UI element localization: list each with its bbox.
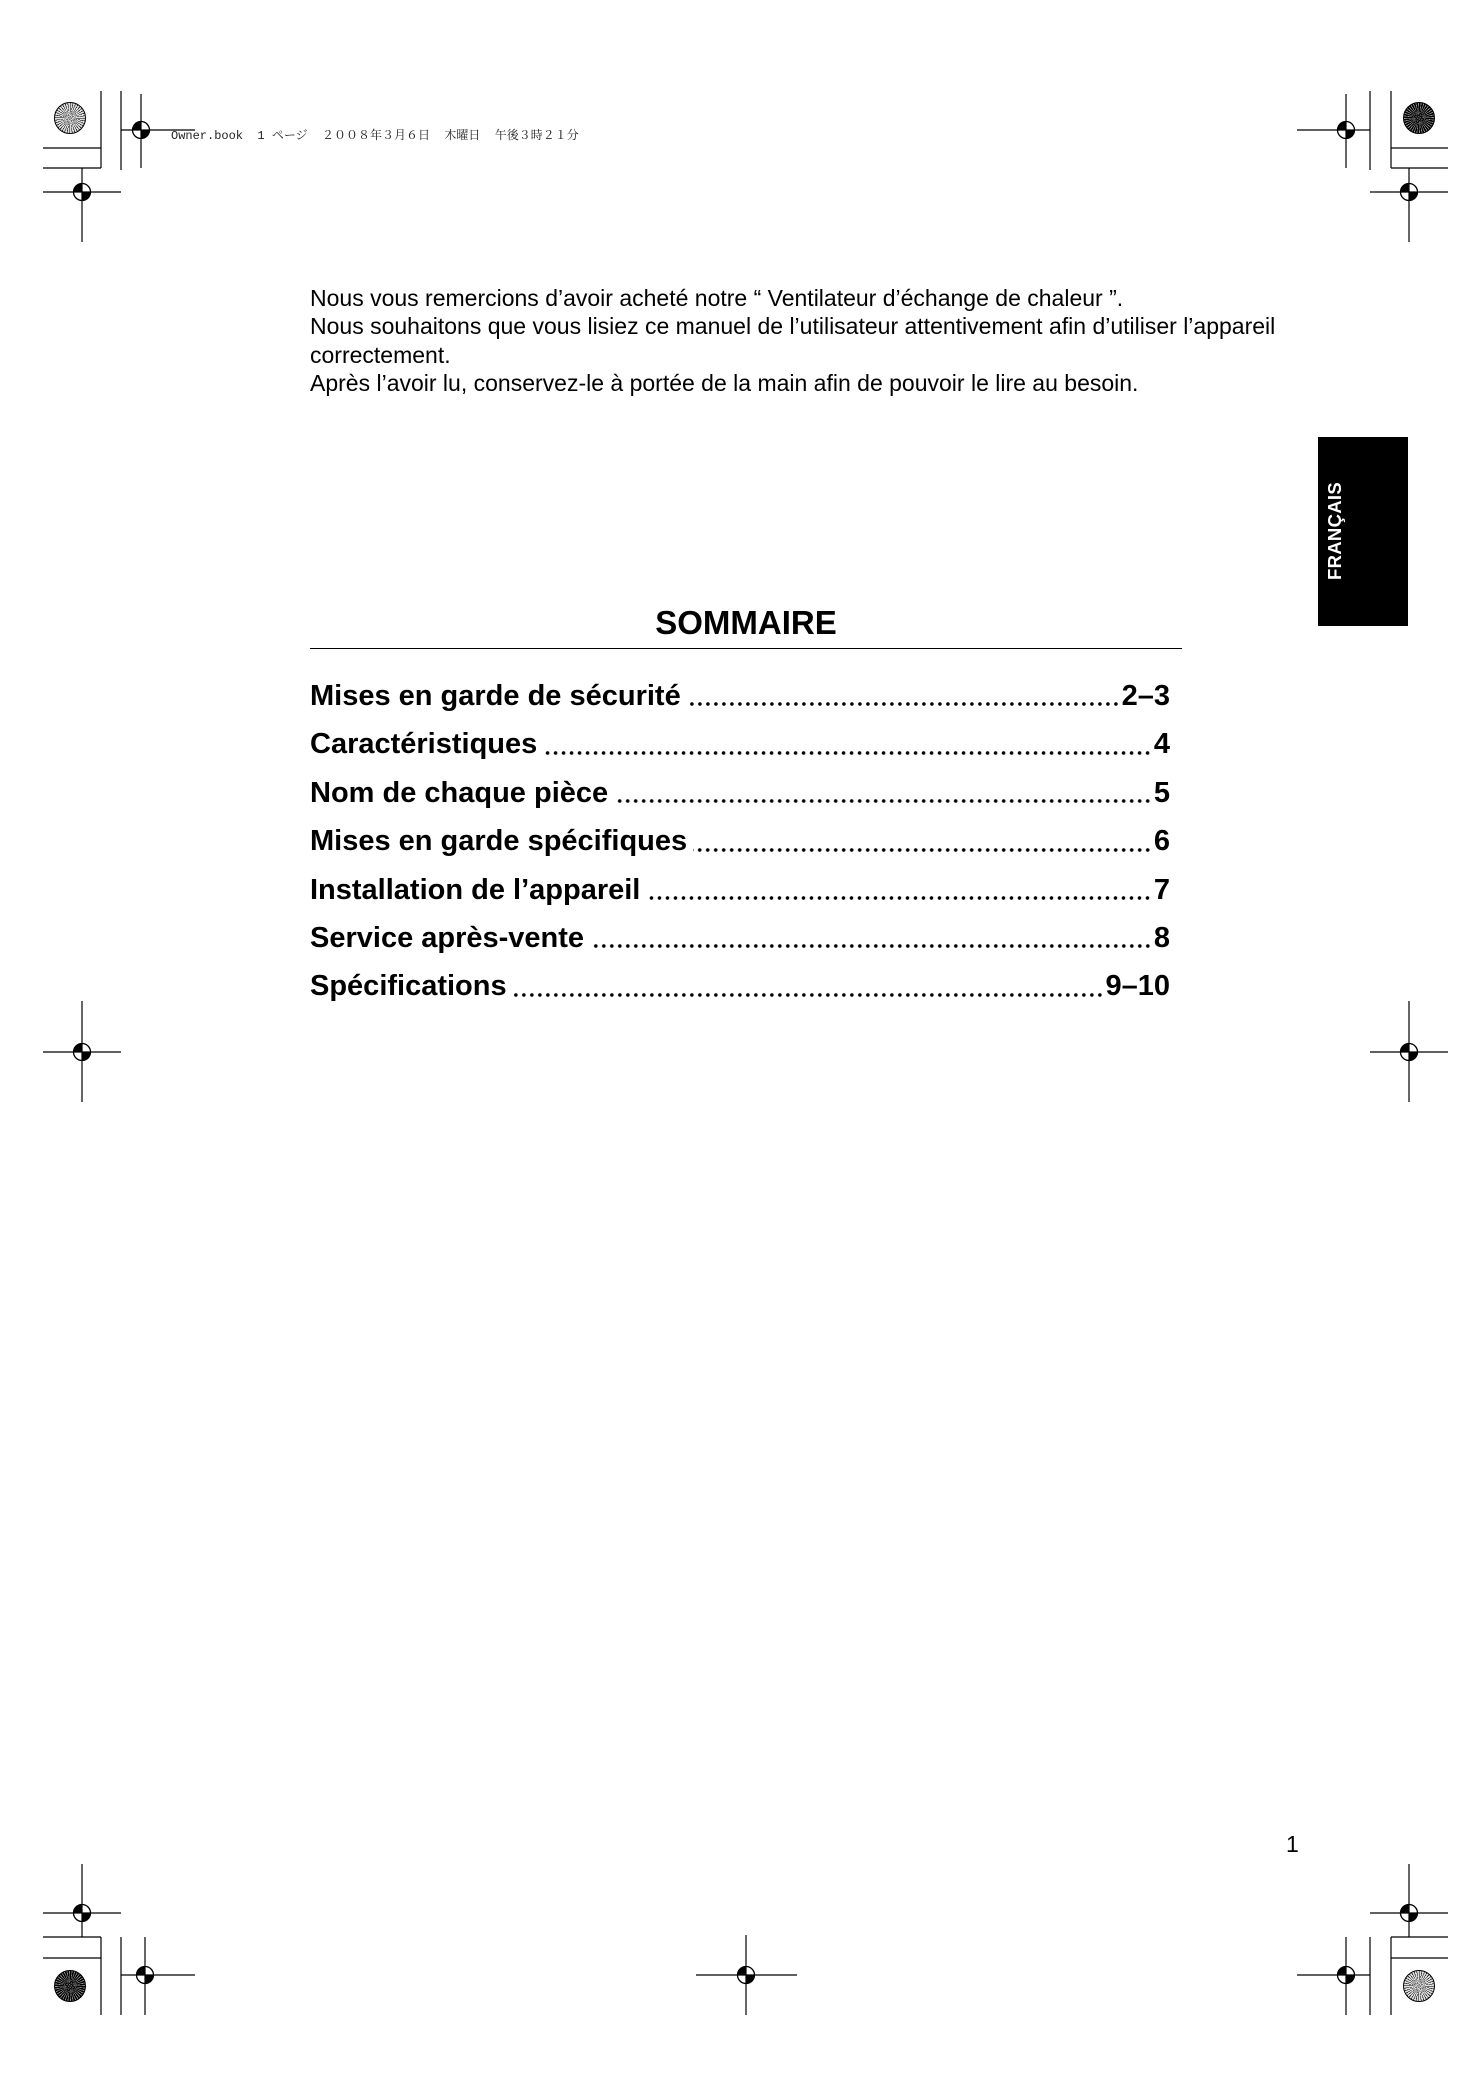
dot-leader bbox=[513, 962, 1104, 1010]
registration-dial bbox=[54, 102, 86, 134]
crop-marks-bottom-center bbox=[696, 1935, 797, 2015]
toc-entry bbox=[310, 720, 1170, 768]
table-of-contents bbox=[310, 672, 1170, 1011]
intro-paragraph: Nous vous remercions d’avoir acheté notre “ Ventilateur d’échange de chaleur ”. bbox=[310, 285, 1124, 311]
toc-entry-title: Nom de chaque pièce bbox=[310, 776, 609, 809]
registration-target bbox=[74, 184, 91, 201]
toc-entry bbox=[310, 672, 1170, 720]
toc-entry bbox=[310, 914, 1170, 962]
toc-entry bbox=[310, 769, 1170, 817]
toc-entry-page: 9–10 bbox=[1105, 970, 1170, 1003]
print-slug-line: Owner.book 1 ページ ２００８年３月６日 木曜日 午後３時２１分 bbox=[171, 129, 579, 143]
toc-entry-title: Caractéristiques bbox=[310, 728, 538, 761]
registration-target bbox=[74, 1044, 91, 1061]
crop-marks-middle bbox=[43, 1001, 1448, 1102]
dot-leader bbox=[646, 866, 1152, 914]
registration-target bbox=[1401, 1044, 1418, 1061]
dot-leader bbox=[614, 769, 1152, 817]
toc-entry-page: 2–3 bbox=[1121, 680, 1170, 712]
registration-dial bbox=[1403, 1970, 1435, 2002]
registration-target bbox=[1338, 122, 1355, 139]
dot-leader bbox=[543, 720, 1152, 768]
intro-text bbox=[310, 284, 1320, 397]
language-tab-label: FRANÇAIS bbox=[1324, 482, 1345, 580]
toc-entry-title: Mises en garde spécifiques bbox=[310, 825, 688, 858]
toc-entry-title: Spécifications bbox=[310, 970, 507, 1003]
dot-leader bbox=[687, 672, 1120, 720]
toc-entry bbox=[310, 962, 1170, 1010]
registration-target bbox=[1401, 1905, 1418, 1922]
registration-target bbox=[1338, 1967, 1355, 1984]
toc-entry bbox=[310, 817, 1170, 865]
toc-entry bbox=[310, 866, 1170, 914]
page-number: 1 bbox=[1286, 1831, 1299, 1857]
toc-entry-page: 6 bbox=[1153, 825, 1170, 858]
registration-dial bbox=[1403, 102, 1435, 134]
toc-entry-page: 7 bbox=[1153, 873, 1170, 906]
registration-target bbox=[74, 1905, 91, 1922]
registration-target bbox=[1401, 184, 1418, 201]
toc-entry-page: 5 bbox=[1153, 776, 1170, 809]
language-tab bbox=[1318, 437, 1408, 626]
toc-entry-title: Installation de l’appareil bbox=[310, 873, 641, 906]
toc-entry-title: Mises en garde de sécurité bbox=[310, 680, 681, 712]
intro-paragraph: Après l’avoir lu, conservez-le à portée de la main afin de pouvoir le lire au besoin. bbox=[310, 369, 1139, 396]
toc-entry-page: 8 bbox=[1153, 921, 1170, 954]
toc-entry-page: 4 bbox=[1153, 728, 1170, 761]
title-rule bbox=[310, 648, 1182, 649]
dot-leader bbox=[590, 914, 1152, 962]
dot-leader bbox=[693, 817, 1152, 865]
registration-target bbox=[738, 1967, 755, 1984]
registration-dial bbox=[54, 1970, 86, 2002]
contents-title: SOMMAIRE bbox=[655, 604, 837, 641]
intro-paragraph: Nous souhaitons que vous lisiez ce manuel de l’utilisateur attentivement afin d’utiliser l’appareil correctement. bbox=[310, 313, 1276, 368]
toc-entry-title: Service après-vente bbox=[310, 921, 585, 954]
registration-target bbox=[133, 122, 150, 139]
registration-target bbox=[137, 1967, 154, 1984]
